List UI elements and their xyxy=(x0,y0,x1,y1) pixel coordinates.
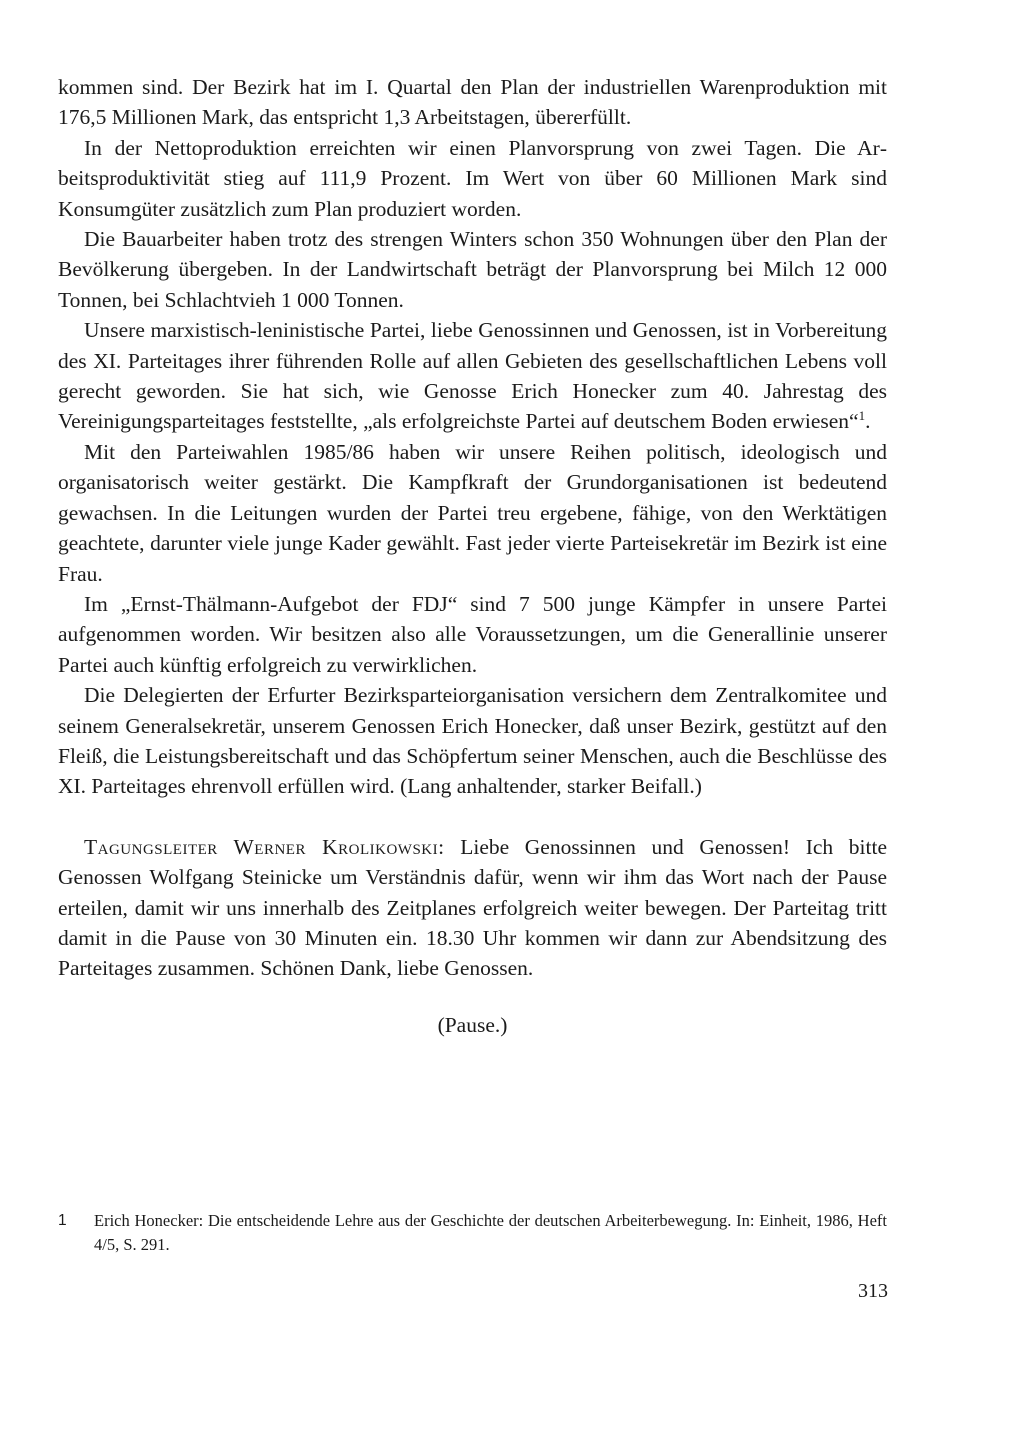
speech-paragraph xyxy=(58,832,887,984)
paragraph-1: kommen sind. Der Bezirk hat im I. Quartal den Plan der industriellen Warenproduktion mit 176,5 Millionen Mark, das entspricht 1,3 Arbeitstagen, übererfüllt. xyxy=(58,75,887,130)
footnote-reference: 1 xyxy=(858,408,866,424)
page-content xyxy=(58,72,887,1040)
footnote xyxy=(58,1209,887,1257)
pause-note: (Pause.) xyxy=(437,1012,508,1037)
speech-block xyxy=(58,832,887,984)
paragraph-2: In der Nettoproduktion erreichten wir einen Planvorsprung von zwei Tagen. Die Arbeitsproduktivität stieg auf 111,9 Prozent. Im Wert von über 60 Millionen Mark sind Konsumgüter zusätzlich zum Plan produziert worden. xyxy=(58,135,887,221)
paragraph-4-end: . xyxy=(865,409,871,434)
speech-text: Liebe Genossinnen und Genossen! Ich bitte Genossen Wolfgang Steinicke um Verständnis dafür, wenn wir ihm das Wort nach der Pause erteilen, damit wir uns innerhalb des Zeitplanes erfolgreich weiter bewegen. Der Parteitag tritt damit in die Pause von 30 Minuten ein. 18.30 Uhr kommen wir dann zur Abendsitzung des Parteitages zusammen. Schönen Dank, liebe Genossen. xyxy=(58,834,887,981)
page-number: 313 xyxy=(858,1280,888,1302)
paragraph-7: Die Delegierten der Erfurter Bezirksparteiorganisation versichern dem Zentralkomitee und seinem Generalsekretär, unserem Genossen Erich Honecker, daß unser Bezirk, gestützt auf den Fleiß, die Leistungsbereitschaft und das Schöpfertum seiner Menschen, auch die Beschlüsse des XI. Parteitages ehrenvoll erfüllen wird. (Lang anhaltender, starker Beifall.) xyxy=(58,683,887,799)
paragraph-3: Die Bauarbeiter haben trotz des strengen Winters schon 350 Wohnungen über den Plan der Bevölkerung übergeben. In der Landwirtschaft beträgt der Planvorsprung bei Milch 12 000 Tonnen, bei Schlachtvieh 1 000 Tonnen. xyxy=(58,227,887,312)
paragraph-4 xyxy=(58,315,887,437)
paragraph-6: Im „Ernst-Thälmann-Aufgebot der FDJ“ sind 7 500 junge Kämpfer in unsere Partei aufgenommen worden. Wir besitzen also alle Voraussetzungen, um die Generallinie unserer Partei auch künftig erfolgreich zu verwirklichen. xyxy=(58,591,887,677)
footnote-text: Erich Honecker: Die entscheidende Lehre aus der Geschichte der deutschen Arbeiterbewegung. In: Einheit, 1986, Heft 4/5, S. 291. xyxy=(94,1211,887,1254)
paragraph-5: Mit den Parteiwahlen 1985/86 haben wir unsere Reihen politisch, ideologisch und organisatorisch weiter gestärkt. Die Kampfkraft der Grundorganisationen ist bedeutend gewachsen. In die Leitungen wurden der Partei treu ergebene, fähige, von den Werktätigen geachtete, darunter viele junge Kader gewählt. Fast jeder vierte Parteisekretär im Bezirk ist eine Frau. xyxy=(58,439,887,586)
paragraph-4-text: Unsere marxistisch-leninistische Partei, liebe Genossinnen und Genossen, ist in Vorbereitung des XI. Parteitages ihrer führenden Rolle auf allen Gebieten des gesellschaftlichen Lebens voll gerecht geworden. Sie hat sich, wie Genosse Erich Honecker zum 40. Jahrestag des Vereinigungsparteitages feststellte, „als erfolgreichste Partei auf deutschem Boden erwiesen“ xyxy=(58,318,887,434)
body-text xyxy=(58,72,887,802)
speaker-name: Tagungsleiter Werner Krolikowski: xyxy=(84,834,445,859)
footnote-number: 1 xyxy=(58,1212,67,1229)
